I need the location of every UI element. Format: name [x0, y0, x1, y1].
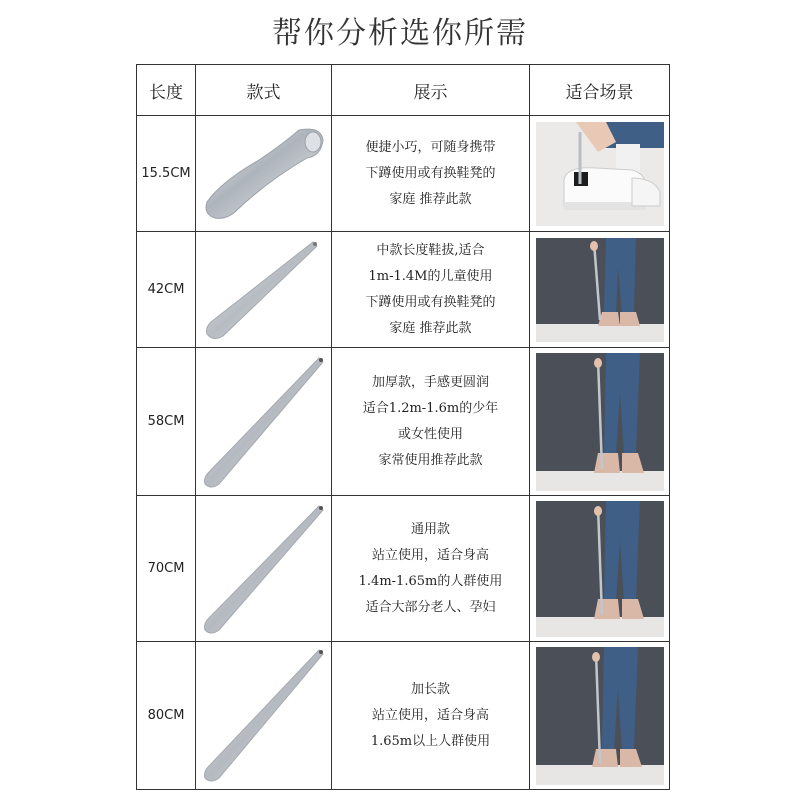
- description-cell: [332, 116, 530, 232]
- table-row: [137, 232, 670, 348]
- standing-shoe-scene-icon: [536, 647, 664, 785]
- table-row: [137, 496, 670, 642]
- long-shoehorn-icon: [199, 500, 329, 638]
- description-line: 加长款: [410, 681, 450, 697]
- description-line: 下蹲使用或有换鞋凳的: [365, 294, 496, 310]
- table-row: [137, 642, 670, 790]
- scene-cell: [530, 232, 670, 348]
- header-length: 长度: [137, 65, 196, 116]
- medium-shoehorn-icon: [199, 236, 329, 344]
- header-row: [137, 65, 670, 116]
- standing-shoe-scene-icon: [536, 353, 664, 491]
- description-cell: [332, 496, 530, 642]
- description-line: 家庭 推荐此款: [389, 320, 472, 336]
- page-title: 帮你分析选你所需: [272, 16, 528, 51]
- style-cell: [196, 348, 332, 496]
- length-cell: 70CM: [137, 496, 196, 642]
- sitting-shoe-scene-icon: [536, 122, 664, 226]
- description-line: 适合1.2m-1.6m的少年: [362, 400, 499, 416]
- header-scene: 适合场景: [530, 65, 670, 116]
- extra-long-shoehorn-icon: [199, 646, 329, 786]
- comparison-table: [136, 64, 670, 790]
- length-cell: 42CM: [137, 232, 196, 348]
- standing-shoe-scene-icon: [536, 501, 664, 637]
- style-cell: [196, 496, 332, 642]
- length-cell: 15.5CM: [137, 116, 196, 232]
- style-cell: [196, 116, 332, 232]
- scene-cell: [530, 642, 670, 790]
- description-line: 中款长度鞋拔,适合: [376, 242, 485, 258]
- header-style: 款式: [196, 65, 332, 116]
- description-line: 家庭 推荐此款: [389, 191, 472, 207]
- standing-shoe-scene-icon: [536, 238, 664, 342]
- description-cell: [332, 232, 530, 348]
- description-line: 通用款: [410, 521, 450, 537]
- description-line: 便捷小巧，可随身携带: [365, 139, 496, 155]
- description-line: 站立使用，适合身高: [371, 547, 489, 563]
- description-line: 1.65m以上人群使用: [370, 733, 491, 749]
- description-line: 1.4m-1.65m的人群使用: [358, 573, 503, 589]
- description-line: 站立使用，适合身高: [371, 707, 489, 723]
- length-cell: 58CM: [137, 348, 196, 496]
- description-cell: [332, 348, 530, 496]
- scene-cell: [530, 116, 670, 232]
- length-cell: 80CM: [137, 642, 196, 790]
- scene-cell: [530, 496, 670, 642]
- table-row: [137, 348, 670, 496]
- description-line: 下蹲使用或有换鞋凳的: [365, 165, 496, 181]
- scene-cell: [530, 348, 670, 496]
- description-line: 加厚款，手感更圆润: [371, 374, 489, 390]
- style-cell: [196, 642, 332, 790]
- header-display: 展示: [332, 65, 530, 116]
- short-shoehorn-icon: [199, 120, 329, 228]
- description-line: 1m-1.4M的儿童使用: [368, 268, 493, 284]
- style-cell: [196, 232, 332, 348]
- description-line: 适合大部分老人、孕妇: [365, 599, 496, 615]
- description-line: 或女性使用: [397, 426, 463, 442]
- long-shoehorn-icon: [199, 352, 329, 492]
- description-line: 家常使用推荐此款: [378, 452, 483, 468]
- table-row: [137, 116, 670, 232]
- description-cell: [332, 642, 530, 790]
